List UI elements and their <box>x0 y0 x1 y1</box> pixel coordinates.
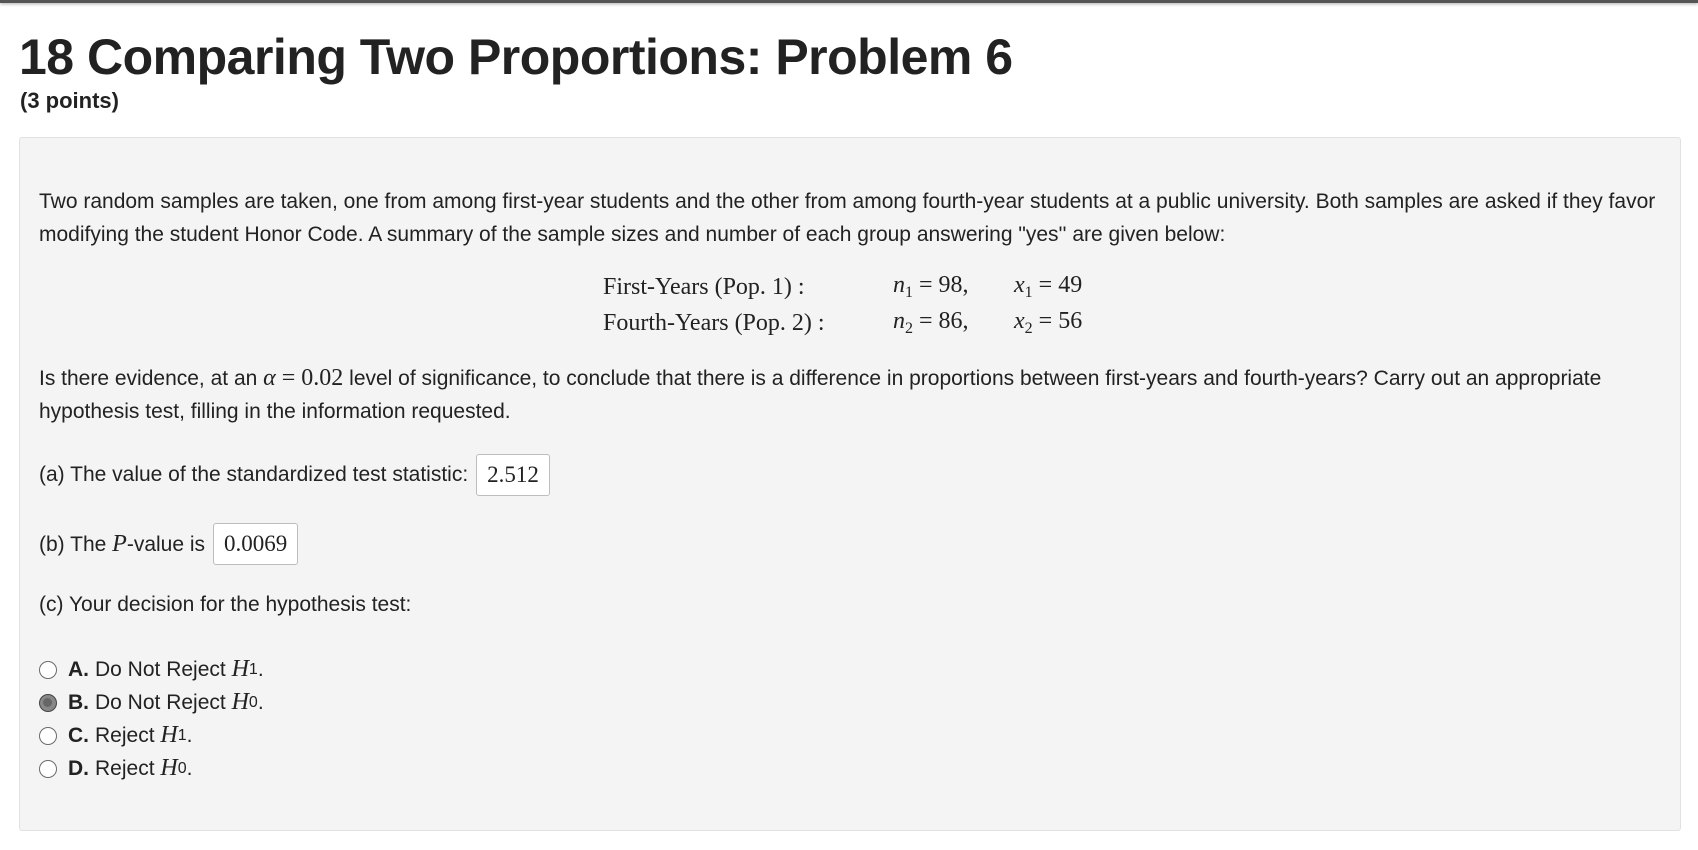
option-c[interactable]: C. Reject H 1 . <box>39 719 264 752</box>
alpha-expression: α = 0.02 <box>263 365 344 391</box>
page-title: 18 Comparing Two Proportions: Problem 6 <box>19 29 1013 85</box>
radio-button-selected[interactable] <box>39 694 57 712</box>
part-a-label: (a) The value of the standardized test statistic: <box>39 463 469 486</box>
part-b <box>39 523 298 565</box>
option-a[interactable]: A. Do Not Reject H 1 . <box>39 653 264 686</box>
part-a <box>39 454 550 496</box>
row-label: Fourth-Years (Pop. 2) : <box>603 309 825 336</box>
problem-intro: Two random samples are taken, one from among first-year students and the other from among fourth-year students at a public university. Both samples are asked if they favor modifying the student Honor Code. A summary of the sample sizes and number of each group answering "yes'' are given below: <box>39 190 1656 246</box>
points-label: (3 points) <box>20 88 119 113</box>
test-statistic-answer[interactable]: 2.512 <box>476 454 550 496</box>
sample-size: $n_1 = 98$, <box>893 272 969 301</box>
row-label: First-Years (Pop. 1) : <box>603 273 805 300</box>
radio-button[interactable] <box>39 661 57 679</box>
top-shadow-bar <box>0 0 1698 3</box>
significance-question: Is there evidence, at an α = 0.02 level of significance, to conclude that there is a difference in proportions between first-years and fourth-years? Carry out an appropriate hypothesis test, filling in the information requested. <box>39 365 1602 423</box>
p-value-answer[interactable]: 0.0069 <box>213 523 298 565</box>
option-b[interactable]: B. Do Not Reject H 0 . <box>39 686 264 719</box>
radio-button[interactable] <box>39 760 57 778</box>
success-count: $x_2 = 56$ <box>1014 308 1083 337</box>
table-row <box>603 305 1114 341</box>
sample-summary-table <box>603 269 1114 341</box>
decision-options <box>39 653 264 785</box>
table-row <box>603 269 1114 305</box>
success-count: $x_1 = 49$ <box>1014 272 1083 301</box>
sample-size: $n_2 = 86$, <box>893 308 969 337</box>
part-b-label: (b) The P-value is <box>39 530 206 557</box>
problem-content <box>20 138 1680 251</box>
option-d[interactable]: D. Reject H 0 . <box>39 752 264 785</box>
problem-card <box>19 137 1681 831</box>
radio-button[interactable] <box>39 727 57 745</box>
problem-header <box>0 28 1698 114</box>
part-c-label: (c) Your decision for the hypothesis test: <box>39 593 412 616</box>
